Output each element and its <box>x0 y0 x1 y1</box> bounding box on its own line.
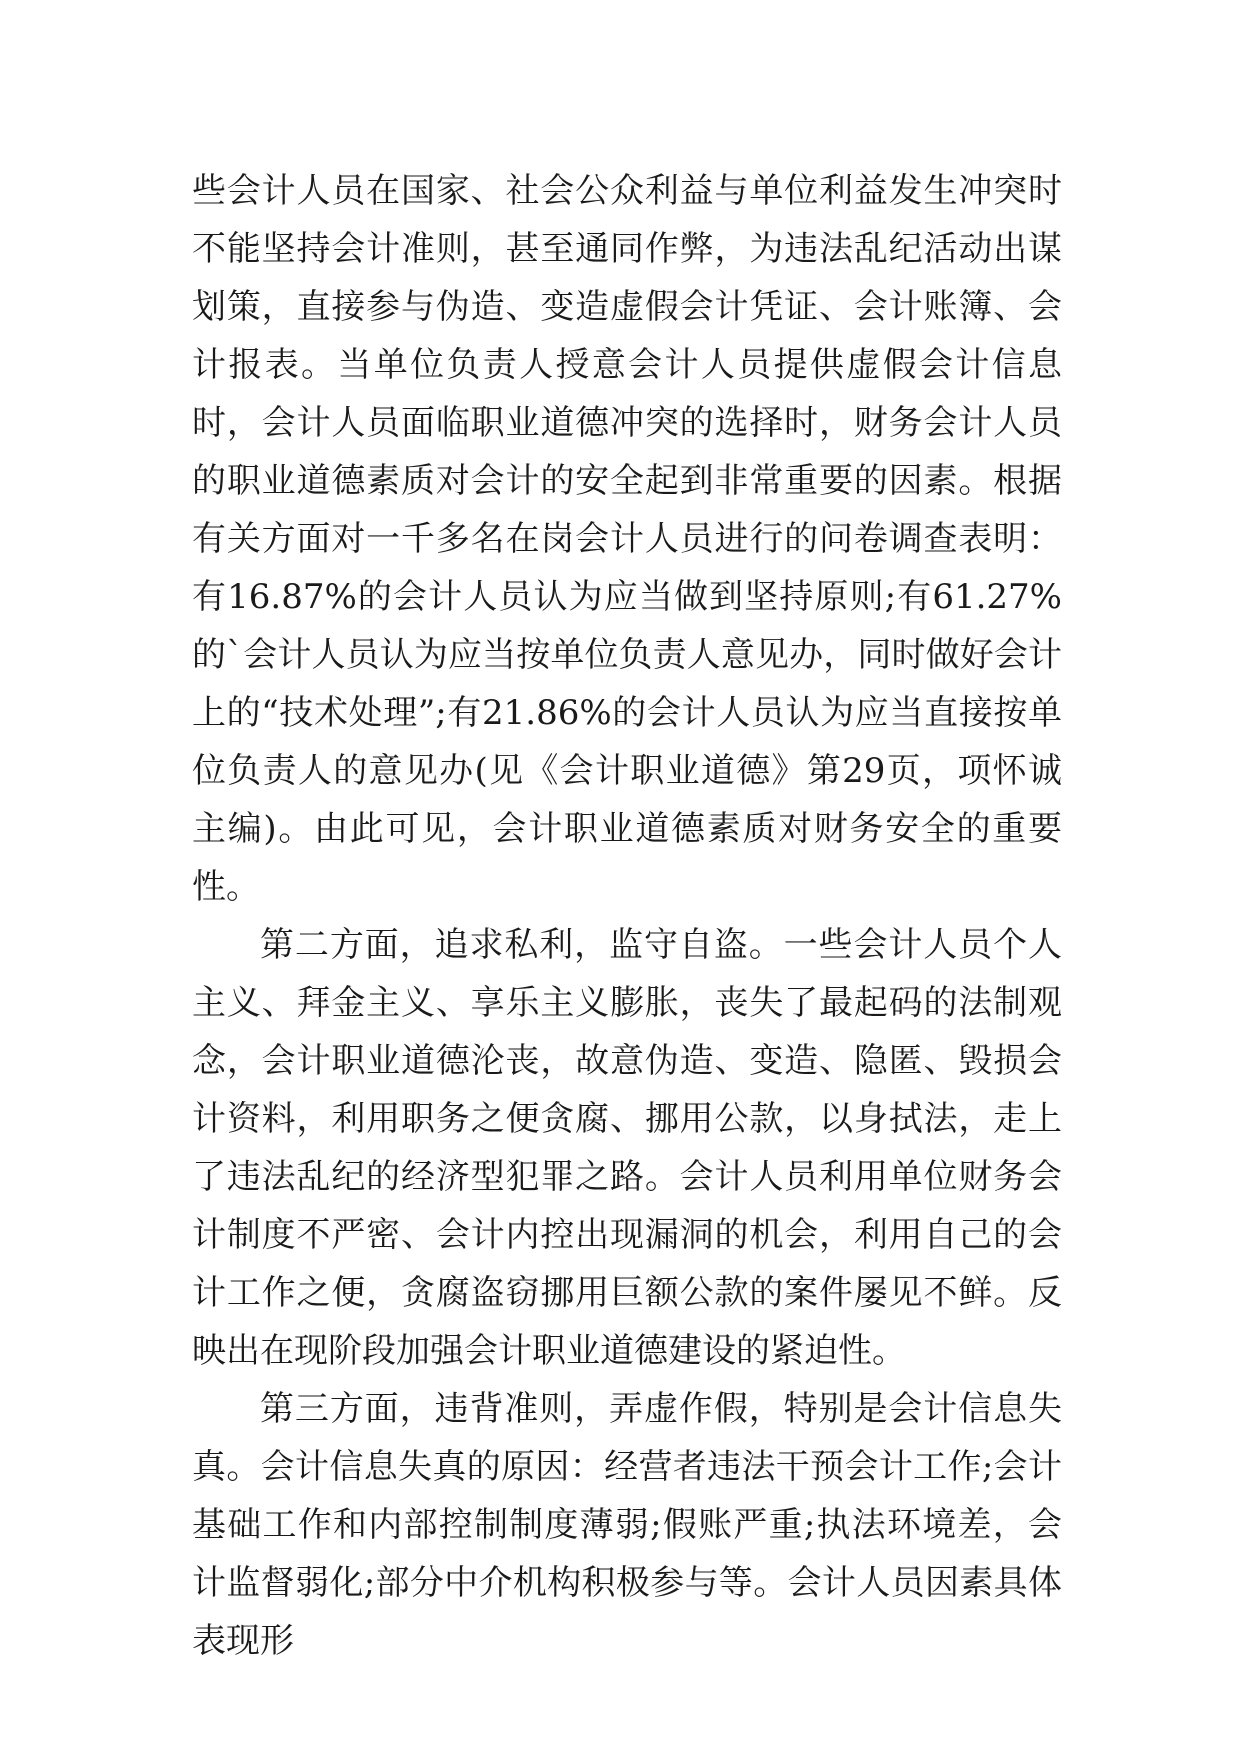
paragraph-3: 第三方面，违背准则，弄虚作假，特别是会计信息失真。会计信息失真的原因：经营者违法干预会计工作;会计基础工作和内部控制制度薄弱;假账严重;执法环境差，会计监督弱化;部分中介机构积极参与等。会计人员因素具体表现形 <box>192 1389 1063 1661</box>
paragraph-2: 第二方面，追求私利，监守自盗。一些会计人员个人主义、拜金主义、享乐主义膨胀，丧失了最起码的法制观念，会计职业道德沦丧，故意伪造、变造、隐匿、毁损会计资料，利用职务之便贪腐、挪用公款，以身拭法，走上了违法乱纪的经济型犯罪之路。会计人员利用单位财务会计制度不严密、会计内控出现漏洞的机会，利用自己的会计工作之便，贪腐盗窃挪用巨额公款的案件屡见不鲜。反映出在现阶段加强会计职业道德建设的紧迫性。 <box>192 925 1062 1371</box>
paragraph-1: 些会计人员在国家、社会公众利益与单位利益发生冲突时不能坚持会计准则，甚至通同作弊，为违法乱纪活动出谋划策，直接参与伪造、变造虚假会计凭证、会计账簿、会计报表。当单位负责人授意会计人员提供虚假会计信息时，会计人员面临职业道德冲突的选择时，财务会计人员的职业道德素质对会计的安全起到非常重要的因素。根据有关方面对一千多名在岗会计人员进行的问卷调查表明：有16.87%的会计人员认为应当做到坚持原则;有61.27%的`会计人员认为应当按单位负责人意见办，同时做好会计上的“技术处理”;有21.86%的会计人员认为应当直接按单位负责人的意见办(见《会计职业道德》第29页，项怀诚主编)。由此可见，会计职业道德素质对财务安全的重要性。 <box>192 171 1062 907</box>
document-body <box>192 162 1062 1670</box>
